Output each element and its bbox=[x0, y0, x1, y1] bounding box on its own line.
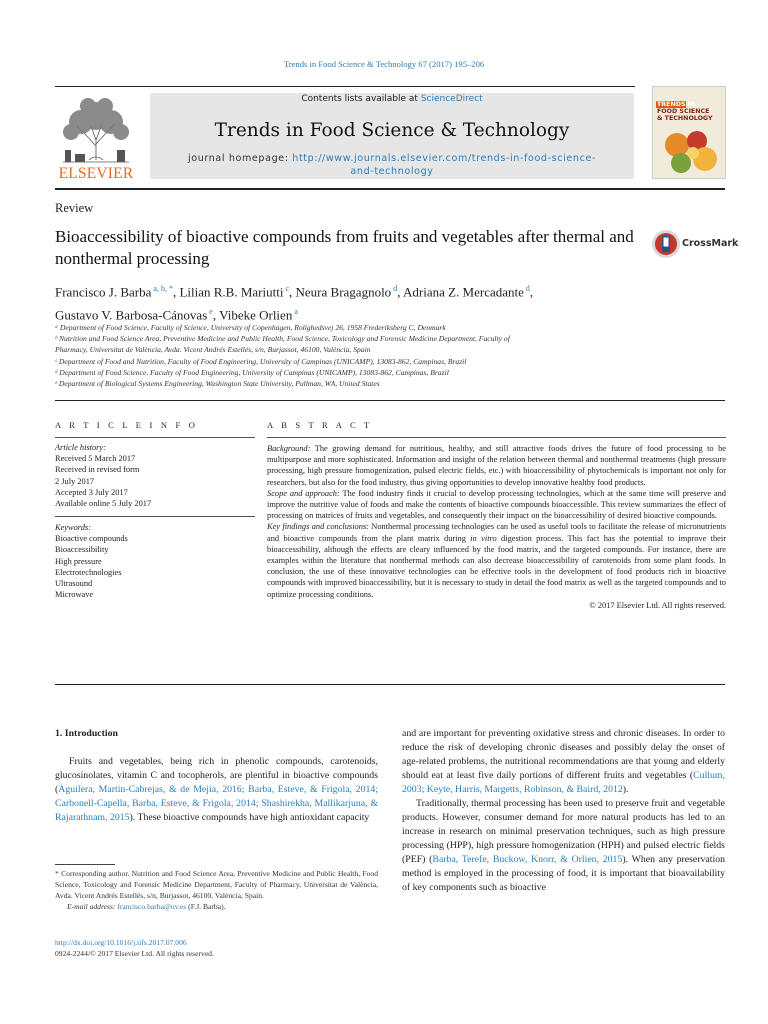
author-affiliation-marker[interactable]: d bbox=[391, 284, 398, 293]
author-separator: , bbox=[212, 307, 220, 323]
intro-text: ). bbox=[622, 784, 629, 795]
crossmark-label[interactable]: CrossMark bbox=[682, 238, 739, 249]
journal-homepage-line bbox=[150, 152, 634, 178]
abstract-background bbox=[267, 443, 726, 488]
intro-left-column bbox=[55, 727, 378, 825]
scope-text: The food industry finds it crucial to develop processing technologies, which at the same time will preserve and improve the nutritive value of foods and make the contents of bioactive compounds bioaccessible. This review summarizes the effect of processing on matrices of fruits and vegetables, and consequently their impact on the bioaccessibility of desired bioactive compounds. bbox=[267, 488, 726, 521]
doi-block bbox=[55, 937, 378, 959]
issn-line: 0924-2244/© 2017 Elsevier Ltd. All rights reserved. bbox=[55, 949, 214, 958]
affiliation: ᵈ Department of Food Science, Faculty of Food Engineering, University of Campinas (UNICAMP), 13083-862, Campinas, Brazil bbox=[55, 367, 449, 377]
history-entry: Available online 5 July 2017 bbox=[55, 499, 152, 509]
keyword: Electrotechnologies bbox=[55, 567, 122, 577]
affiliation: ᵇ Nutrition and Food Science Area, Preventive Medicine and Public Health, Food Science, Toxicology and Forensic Medicine Department, Faculty of bbox=[55, 334, 510, 344]
homepage-link[interactable]: http://www.journals.elsevier.com/trends-in-food-science- bbox=[292, 153, 597, 164]
author-name[interactable]: Lilian R.B. Mariutti bbox=[179, 284, 284, 300]
article-history bbox=[55, 442, 255, 509]
affiliation: ᵉ Department of Biological Systems Engineering, Washington State University, Pullman, WA, United States bbox=[55, 379, 380, 389]
author-name[interactable]: Francisco J. Barba bbox=[55, 284, 152, 300]
findings-italic-text: in vitro bbox=[470, 533, 497, 543]
abstract-scope bbox=[267, 488, 726, 522]
section-divider bbox=[55, 400, 725, 401]
author-separator: , bbox=[289, 284, 296, 300]
email-note bbox=[55, 901, 378, 912]
author-affiliation-marker[interactable]: a bbox=[292, 307, 298, 317]
keyword: Bioaccessibility bbox=[55, 545, 109, 555]
intro-text: Traditionally, thermal processing has been used to preserve fruit and vegetable products. However, consumer demand for more natural products has led to an increase in research on minimal preservation techniques, such as high pressure processing (HPP), high pressure homogenization (HPH) and pulsed electric fields (PEF) ( bbox=[402, 798, 725, 865]
cover-title bbox=[657, 101, 723, 122]
author-affiliation-marker[interactable]: d bbox=[523, 284, 530, 293]
article-type: Review bbox=[55, 201, 94, 215]
cover-title-line: & TECHNOLOGY bbox=[657, 115, 713, 122]
abstract-body bbox=[267, 443, 726, 611]
affiliation: ᵃ Department of Food Science, Faculty of Science, University of Copenhagen, Rolighedsvej 26, 1958 Frederiksberg C, Denmark bbox=[55, 323, 446, 332]
author-affiliation-marker[interactable]: c bbox=[283, 284, 290, 293]
intro-paragraph-1-continued bbox=[402, 727, 725, 797]
author-name[interactable]: Neura Bragagnolo bbox=[295, 284, 392, 300]
intro-text: Fruits and vegetables, being rich in phenolic compounds, carotenoids, glucosinolates, vitamin C and tocopherols, are plentiful in bioactive compounds ( bbox=[55, 756, 378, 795]
author-list bbox=[55, 279, 725, 326]
affiliations bbox=[55, 322, 725, 389]
author-separator: , bbox=[397, 284, 403, 300]
contents-prefix: Contents lists available at bbox=[301, 94, 421, 104]
footnotes bbox=[55, 868, 378, 912]
abstract-copyright: © 2017 Elsevier Ltd. All rights reserved. bbox=[589, 600, 726, 610]
elsevier-wordmark: ELSEVIER bbox=[58, 165, 134, 182]
abstract-heading: A B S T R A C T bbox=[267, 420, 373, 430]
keyword: Ultrasound bbox=[55, 579, 93, 589]
homepage-link-continued[interactable]: and-technology bbox=[350, 166, 434, 177]
author-name[interactable]: Vibeke Orlien bbox=[219, 307, 293, 323]
abstract-bottom-rule bbox=[55, 684, 725, 685]
author-name[interactable]: Adriana Z. Mercadante bbox=[402, 284, 524, 300]
article-info-rule bbox=[55, 437, 255, 438]
history-entry: 2 July 2017 bbox=[55, 476, 95, 486]
citation-link[interactable]: Aguilera, Martin-Cabrejas, & de Mejia, 2016; Barba, Esteve, & Frigola, 2014; Carbonell-Capella, Barba, Esteve, & Frigola, 2014; Shashirekha, Mallikarjuna, & Rajarathnam, 2015 bbox=[55, 784, 378, 823]
keywords-label: Keywords: bbox=[55, 523, 91, 532]
cover-title-line: TRENDS IN bbox=[657, 101, 696, 108]
affiliation: ᶜ Department of Food and Nutrition, Faculty of Food Engineering, University of Campinas (UNICAMP), 13083-862, Campinas, Brazil bbox=[55, 356, 467, 366]
history-entry: Received in revised form bbox=[55, 465, 140, 475]
keywords bbox=[55, 522, 255, 600]
corresponding-author-note: * Corresponding author. Nutrition and Food Science Area, Preventive Medicine and Public Health, Food Science, Toxicology and Forensic Medicine Department, Faculty of Pharmacy, Universitat de València, Avda. Vicent Andrés Estellés, s/n, Burjassot, 46100, València, Spain. bbox=[55, 869, 378, 900]
keyword: Bioactive compounds bbox=[55, 534, 128, 544]
findings-text-continued: digestion process. This fact has the potential to improve their bioaccessibility, although the effects are cleary influenced by the food matrix, and the targeted compounds. For instance, there are examples within the literature that nonthermal methods can also decrease bioaccessibility of carotenoids from some plant foods. In conclusion, the use of these innovative technologies can be effective tools in the development of food products rich in bioactive compounds with improved bioaccessibility, but it is necessary to study in detail the food matrix as well as the targeted compounds and to optimize processing conditions. bbox=[267, 533, 726, 599]
author-separator: , bbox=[172, 284, 180, 300]
history-entry: Received 5 March 2017 bbox=[55, 454, 136, 464]
contents-line bbox=[150, 94, 634, 104]
background-text: The growing demand for nutritious, healthy, and still attractive foods drives the future of food processing to be multipurpose and more sophisticated. Information and insight of the relation between thermal and nonthermal treatments (high pressure processing, high pressure homogenization, pulsed electric fields, etc.) with bioaccessibility of phytochemicals is important not only for researchers, but also for the food industry, thus giving opportunities to develop innovative healthy food products. bbox=[267, 444, 726, 487]
journal-cover-thumbnail[interactable] bbox=[652, 86, 726, 179]
sciencedirect-link[interactable]: ScienceDirect bbox=[420, 94, 483, 104]
journal-citation-link[interactable]: Trends in Food Science & Technology 67 (2017) 195–206 bbox=[283, 59, 485, 69]
findings-text: Nonthermal processing technologies can be used as useful tools to facilitate the release of micronutrients and bioactive compounds from the plant matrix during bbox=[267, 522, 726, 543]
article-info-heading: A R T I C L E I N F O bbox=[55, 420, 199, 430]
header-bottom-rule bbox=[55, 188, 725, 190]
cover-fruit-image bbox=[659, 123, 721, 177]
journal-title: Trends in Food Science & Technology bbox=[214, 120, 570, 141]
keyword: Microwave bbox=[55, 590, 94, 600]
intro-text: ). These bioactive compounds have high antioxidant capacity bbox=[129, 812, 370, 823]
email-suffix: (F.J. Barba). bbox=[186, 902, 226, 911]
keyword: High pressure bbox=[55, 556, 102, 566]
citation-link[interactable]: Barba, Terefe, Buckow, Knorr, & Orlien, 2015 bbox=[432, 854, 623, 865]
footnote-rule bbox=[55, 864, 115, 865]
abstract-rule bbox=[267, 437, 726, 438]
affiliation: Pharmacy, Universitat de València, Avda. Vicent Andrés Estellés, s/n, Burjassot, 46100, València, Spain bbox=[55, 345, 371, 355]
cover-title-line: FOOD SCIENCE bbox=[657, 108, 710, 115]
intro-text: and are important for preventing oxidative stress and chronic diseases. In order to reduce the risk of developing chronic diseases and possibly delay the onset of age-related problems, the nutritional recommendations are that young and elderly should eat at least five daily portions of different fruits and vegetables ( bbox=[402, 728, 725, 781]
citation-link[interactable]: Cullum, 2003; Keyte, Harris, Margetts, Robinson, & Baird, 2012 bbox=[402, 770, 725, 795]
history-label: Article history: bbox=[55, 443, 106, 452]
intro-paragraph-1 bbox=[55, 755, 378, 825]
intro-right-column bbox=[402, 727, 725, 895]
header-top-rule bbox=[55, 86, 635, 87]
authors-line-1 bbox=[55, 279, 725, 302]
abstract-findings bbox=[267, 521, 726, 599]
section-heading-introduction: 1. Introduction bbox=[55, 728, 118, 739]
homepage-label: journal homepage: bbox=[187, 153, 293, 164]
author-affiliation-marker[interactable]: a, b, * bbox=[151, 284, 173, 293]
author-name[interactable]: Gustavo V. Barbosa-Cánovas bbox=[55, 307, 208, 323]
keywords-rule bbox=[55, 516, 255, 517]
email-label: E-mail address: bbox=[67, 902, 118, 911]
scope-label: Scope and approach: bbox=[267, 488, 340, 498]
doi-link[interactable]: http://dx.doi.org/10.1016/j.tifs.2017.07.006 bbox=[55, 938, 187, 947]
article-title: Bioaccessibility of bioactive compounds from fruits and vegetables after thermal and nonthermal processing bbox=[55, 227, 634, 268]
author-affiliation-marker[interactable]: e bbox=[207, 307, 213, 317]
intro-paragraph-2 bbox=[402, 797, 725, 895]
background-label: Background: bbox=[267, 444, 311, 453]
email-link[interactable]: francisco.barba@uv.es bbox=[117, 902, 187, 911]
findings-label: Key findings and conclusions: bbox=[267, 522, 369, 532]
intro-text: ). When any preservation method is employed in the processing of food, it is important that bioavailability of key components such as bioactive bbox=[402, 854, 726, 893]
author-separator: , bbox=[529, 284, 534, 300]
history-entry: Accepted 3 July 2017 bbox=[55, 487, 128, 497]
